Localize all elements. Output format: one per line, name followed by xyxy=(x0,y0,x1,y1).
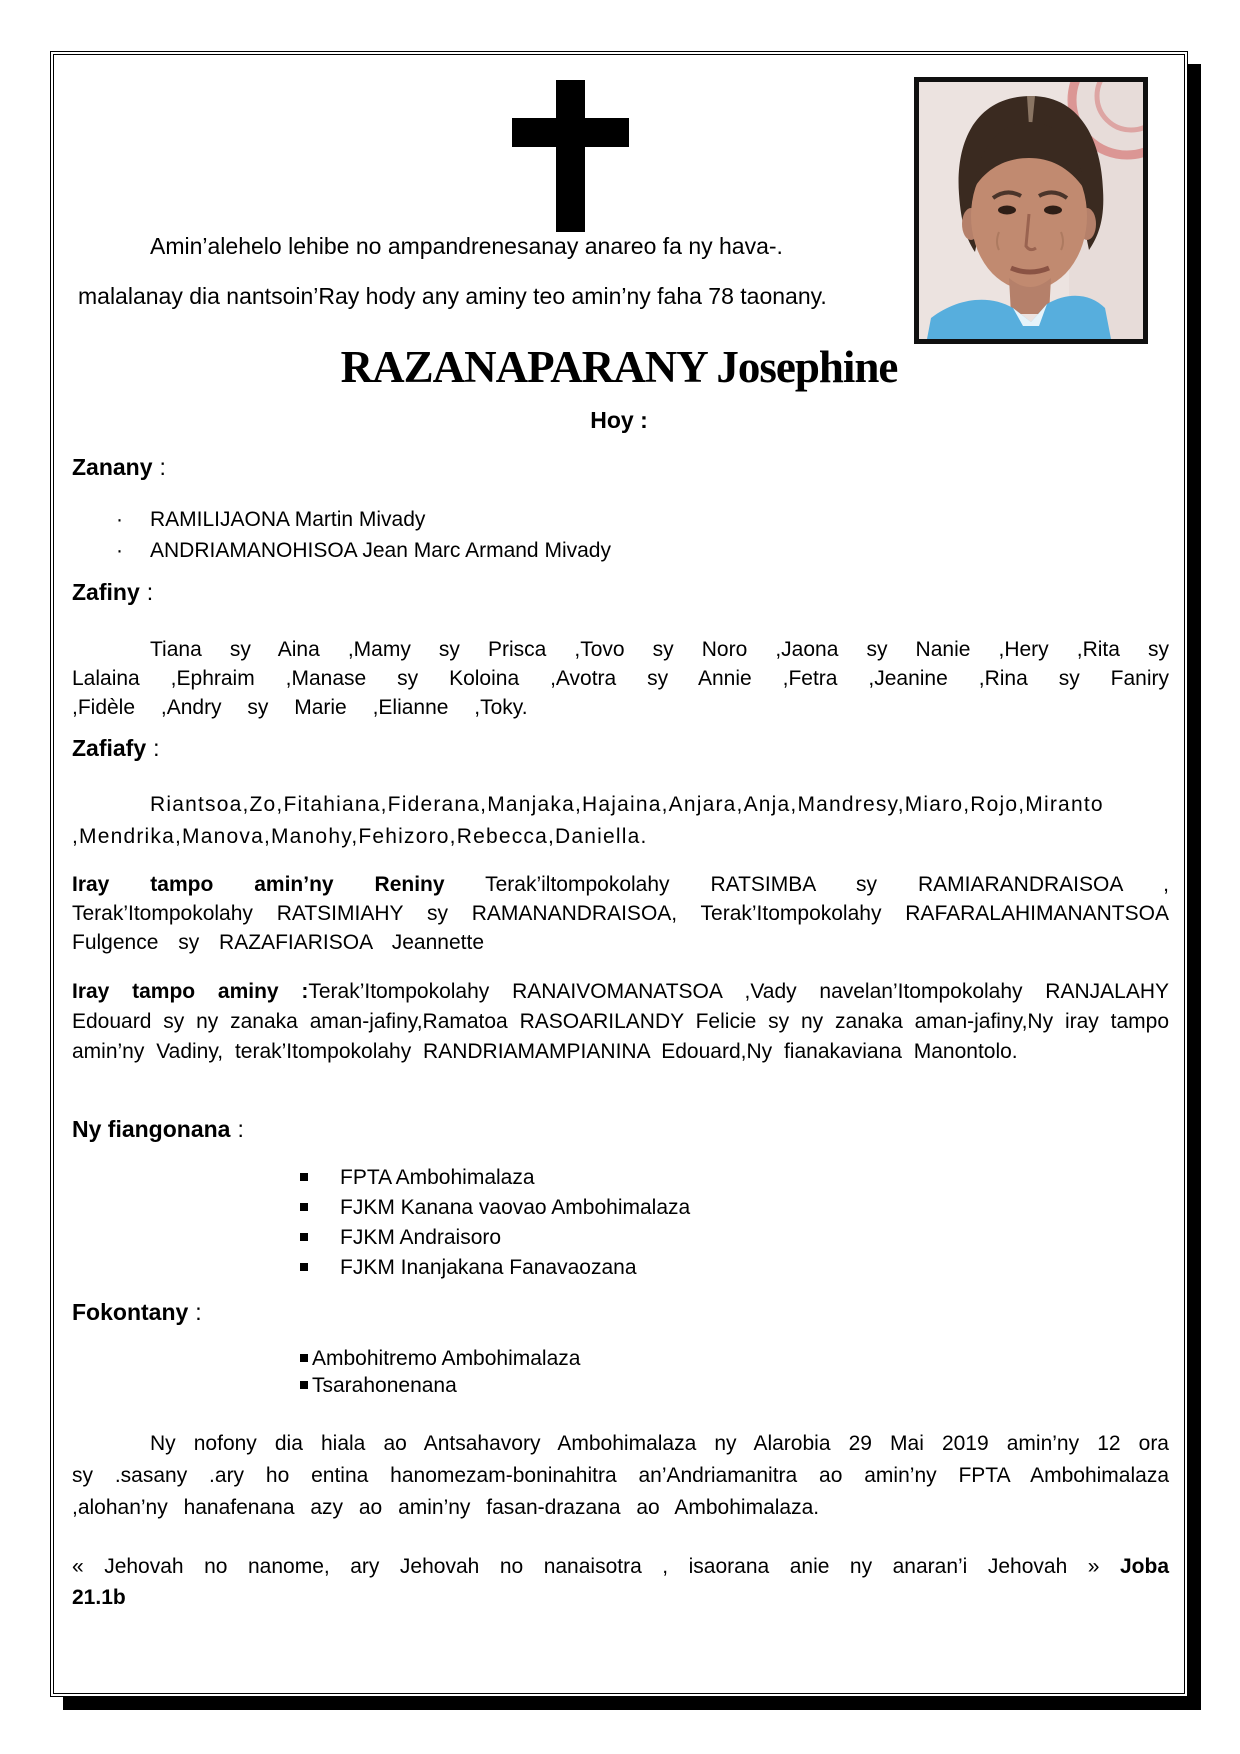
bullet-dot-icon: · xyxy=(116,539,123,562)
heading-label: Zanany xyxy=(72,454,153,480)
reniny-text: Terak’iltompokolahy RATSIMBA sy RAMIARANDRAISOA , Terak’Itompokolahy RATSIMIAHY sy RAMANANDRAISOA, Terak’Itompokolahy RAFARALAHIMANANTSOA Fulgence sy RAZAFIARISOA Jeannette xyxy=(72,873,1169,954)
page-frame xyxy=(50,51,1188,1697)
zafiafy-paragraph: Riantsoa,Zo,Fitahiana,Fiderana,Manjaka,Hajaina,Anjara,Anja,Mandresy,Miaro,Rojo,Miranto ,Mendrika,Manova,Manohy,Fehizoro,Rebecca,Daniella. xyxy=(72,793,1104,848)
quote-paragraph xyxy=(72,1551,1169,1613)
heading-label: Zafiny xyxy=(72,579,140,605)
bullet-dot-icon: · xyxy=(116,508,123,531)
zafiny-paragraph: Tiana sy Aina ,Mamy sy Prisca ,Tovo sy Noro ,Jaona sy Nanie ,Hery ,Rita sy Lalaina ,Ephraim ,Manase sy Koloina ,Avotra sy Annie ,Fetra ,Jeanine ,Rina sy Faniry ,Fidèle ,Andry sy Marie ,Elianne ,Toky. xyxy=(72,638,1169,719)
heading-colon: : xyxy=(237,1116,244,1142)
section-heading-fokontany xyxy=(72,1299,202,1326)
list-item xyxy=(72,1163,690,1193)
fokontany-list xyxy=(72,1345,580,1399)
aminy-text: Terak’Itompokolahy RANAIVOMANATSOA ,Vady navelan’Itompokolahy RANJALAHY Edouard sy ny zanaka aman-jafiny,Ramatoa RASOARILANDY Felicie sy ny zanaka aman-jafiny,Ny iray tampo amin’ny Vadiny, terak’Itompokolahy RANDRIAMAMPIANINA Edouard,Ny fianakaviana Manontolo. xyxy=(72,980,1169,1063)
list-item xyxy=(72,1193,690,1223)
aminy-lead: Iray tampo aminy : xyxy=(72,980,309,1003)
list-item-label: ANDRIAMANOHISOA Jean Marc Armand Mivady xyxy=(150,539,611,562)
section-heading-zafiafy xyxy=(72,735,160,762)
list-item-label: FJKM Kanana vaovao Ambohimalaza xyxy=(340,1196,691,1219)
list-item xyxy=(72,1372,580,1399)
list-item xyxy=(72,1223,690,1253)
heading-colon: : xyxy=(153,735,160,761)
fiangonana-list xyxy=(72,1163,690,1283)
quote-reference: Joba 21.1b xyxy=(72,1555,1170,1609)
bullet-square-icon xyxy=(300,1203,308,1211)
left-eye xyxy=(998,206,1016,215)
portrait-photo xyxy=(914,77,1148,344)
list-item-label: RAMILIJAONA Martin Mivady xyxy=(150,508,426,531)
list-item xyxy=(72,504,611,535)
bullet-square-icon xyxy=(300,1381,308,1389)
closing-paragraph: Ny nofony dia hiala ao Antsahavory Ambohimalaza ny Alarobia 29 Mai 2019 amin’ny 12 ora sy .sasany .ary ho entina hanomezam-boninahitra an’Andriamanitra ao amin’ny FPTA Ambohimalaza ,alohan’ny hanafenana azy ao amin’ny fasan-drazana ao Ambohimalaza. xyxy=(72,1432,1169,1519)
bullet-square-icon xyxy=(300,1233,308,1241)
zanany-list xyxy=(72,504,611,566)
reniny-paragraph xyxy=(72,870,1169,957)
list-item xyxy=(72,1345,580,1372)
aminy-paragraph xyxy=(72,977,1169,1067)
intro-line-2: malalanay dia nantsoin’Ray hody any aminy teo amin’ny faha 78 taonany. xyxy=(78,283,827,309)
heading-colon: : xyxy=(195,1299,202,1325)
list-item-label: Tsarahonenana xyxy=(312,1374,457,1397)
quote-text: « Jehovah no nanome, ary Jehovah no nanaisotra , isaorana anie ny anaran’i Jehovah » xyxy=(72,1555,1100,1578)
cross-icon xyxy=(512,80,629,232)
heading-label: Zafiafy xyxy=(72,735,147,761)
list-item-label: FPTA Ambohimalaza xyxy=(340,1166,535,1189)
bullet-square-icon xyxy=(300,1263,308,1271)
section-heading-fiangonana xyxy=(72,1116,244,1143)
list-item-label: FJKM Inanjakana Fanavaozana xyxy=(340,1256,637,1279)
bullet-square-icon xyxy=(300,1173,308,1181)
list-item-label: FJKM Andraisoro xyxy=(340,1226,502,1249)
reniny-lead: Iray tampo amin’ny Reniny xyxy=(72,873,445,896)
deceased-name-title: RAZANAPARANY Josephine xyxy=(340,342,898,392)
salutation: Hoy : xyxy=(590,407,648,433)
intro-line-1: Amin’alehelo lehibe no ampandrenesanay anareo fa ny hava-. xyxy=(150,233,783,259)
section-heading-zanany xyxy=(72,454,166,481)
section-heading-zafiny xyxy=(72,579,153,606)
cross-horizontal-bar xyxy=(512,118,629,147)
list-item xyxy=(72,535,611,566)
right-eye xyxy=(1044,206,1062,215)
list-item-label: Ambohitremo Ambohimalaza xyxy=(312,1347,581,1370)
heading-label: Ny fiangonana xyxy=(72,1116,231,1142)
heading-colon: : xyxy=(159,454,166,480)
bullet-square-icon xyxy=(300,1354,308,1362)
portrait-illustration xyxy=(919,82,1143,339)
heading-label: Fokontany xyxy=(72,1299,189,1325)
list-item xyxy=(72,1253,690,1283)
cross-vertical-bar xyxy=(556,80,585,232)
heading-colon: : xyxy=(146,579,154,605)
